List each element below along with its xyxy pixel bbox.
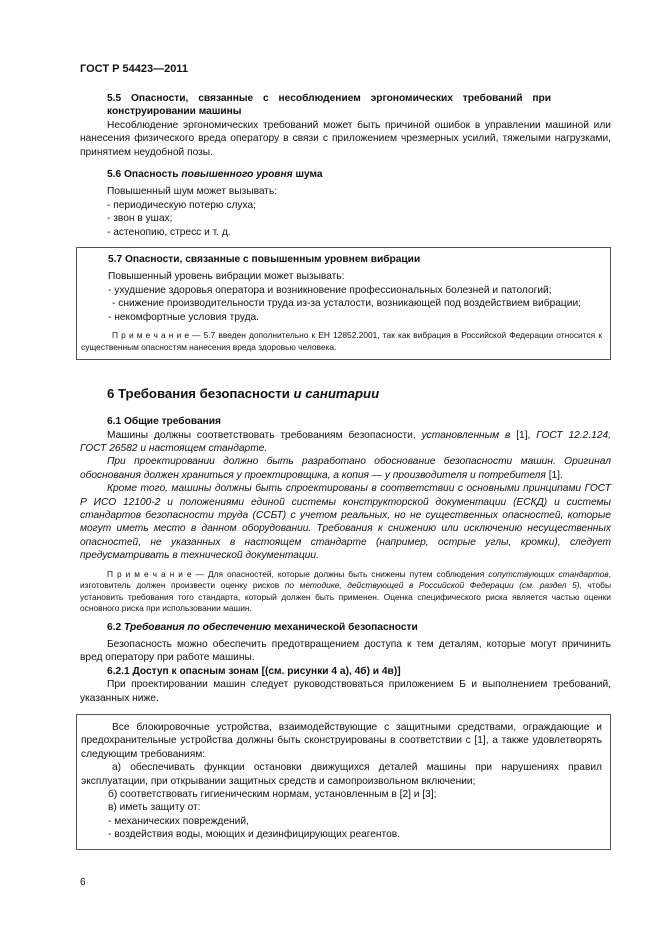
section-5-6-title: 5.6 Опасность повышенного уровня шума bbox=[107, 169, 323, 181]
section-6-2-text: Безопасность можно обеспечить предотвращением доступа к тем деталям, которые могут причинить вред оператору при работе машины. bbox=[80, 638, 611, 664]
section-5-7-box bbox=[76, 247, 611, 360]
section-6-1-p3: Кроме того, машины должны быть спроектированы в соответствии с основными принципами ГОСТ Р ИСО 12100-2 и положениями единой системы конструкторской документации (ЕСКД) и системы стандартов безопасности труда (ССБТ) с учетом реальных, но не существенных опасностей, которые могут иметь место в данном оборудовании. Требования к снижению или исключению несущественных опасностей, не указанных в настоящем стандарте (например, острые углы, кромки), следует предусматривать в технической документации. bbox=[80, 483, 611, 562]
section-6-title: 6 Требования безопасности и санитарии bbox=[107, 386, 380, 402]
list-item: - механических повреждений, bbox=[108, 815, 249, 827]
section-5-7-intro: Повышенный уровень вибрации может вызывать: bbox=[108, 271, 345, 283]
list-item: - некомфортные условия труда. bbox=[108, 311, 260, 323]
section-5-7-title: 5.7 Опасности, связанные с повышенным уровнем вибрации bbox=[108, 254, 421, 266]
list-item: - звон в ушах; bbox=[107, 213, 173, 225]
document-header: ГОСТ Р 54423—2011 bbox=[80, 63, 188, 75]
page-number: 6 bbox=[80, 877, 86, 888]
section-6-2-1-title: 6.2.1 Доступ к опасным зонам [(см. рисунки 4 а), 4б) и 4в)] bbox=[107, 665, 401, 677]
page-content bbox=[80, 92, 611, 850]
requirement-b: б) соответствовать гигиеническим нормам, установленным в [2] и [3]; bbox=[108, 789, 437, 801]
section-5-7-note: П р и м е ч а н и е — 5.7 введен дополнительно к ЕН 12852.2001, так как вибрация в Российской Федерации относится к существенным опасностям нанесения вреда здоровью человека. bbox=[81, 330, 602, 352]
section-6-2-title: 6.2 Требования по обеспечению механической безопасности bbox=[107, 621, 418, 633]
requirement-c: в) иметь защиту от: bbox=[108, 802, 201, 814]
section-6-1-p1: Машины должны соответствовать требованиям безопасности, установленным в [1], ГОСТ 12.2.124, ГОСТ 26582 и настоящем стандарте. bbox=[80, 429, 611, 454]
requirements-box bbox=[76, 714, 611, 850]
list-item: - ухудшение здоровья оператора и возникновение профессиональных болезней и патологий; bbox=[108, 284, 552, 296]
section-5-5-text: Несоблюдение эргономических требований может быть причиной ошибок в управлении машиной или нанесения физического вреда оператору в связи с приложением чрезмерных усилий, тяжелыми нагрузками, принятием неудобной позы. bbox=[80, 119, 611, 158]
section-6-1-title: 6.1 Общие требования bbox=[107, 416, 221, 428]
list-item: - периодическую потерю слуха; bbox=[107, 199, 256, 211]
list-item: - астенопию, стресс и т. д. bbox=[107, 226, 231, 238]
requirements-intro: Все блокировочные устройства, взаимодействующие с защитными средствами, ограждающие и предохранительные устройства должны быть сконструированы в соответствии с [1], а также удовлетворять следующим требованиям: bbox=[81, 722, 602, 760]
section-5-5-title: 5.5 Опасности, связанные с несоблюдением эргономических требований при конструировании машины bbox=[107, 93, 551, 118]
section-6-1-note: П р и м е ч а н и е — Для опасностей, которые должны быть снижены путем соблюдения сопутствующих стандартов, изготовитель должен произвести оценку рисков по методике, действующей в Российской Федерации (см. раздел 5), чтобы установить требования того стандарта, который должен быть применен. Оценка специфического риска является частью оценки основного риска при использовании машин. bbox=[80, 568, 611, 614]
section-5-6-intro: Повышенный шум может вызывать: bbox=[107, 186, 278, 198]
requirement-a: а) обеспечивать функции остановки движущихся деталей машины при нарушениях правил эксплуатации, при открывании защитных средств и самопроизвольном включении; bbox=[81, 762, 602, 787]
section-6-1-p2: При проектировании должно быть разработано обоснование безопасности машин. Оригинал обоснования должен храниться у проектировщика, а копия — у производителя и потребителя [1]. bbox=[80, 456, 611, 481]
list-item: - снижение производительности труда из-за усталости, возникающей под воздействием вибрации; bbox=[112, 298, 581, 310]
section-6-2-1-text: При проектировании машин следует руководствоваться приложением Б и выполнением требований, указанных ниже. bbox=[80, 679, 611, 704]
list-item: - воздействия воды, моющих и дезинфицирующих реагентов. bbox=[108, 829, 401, 841]
